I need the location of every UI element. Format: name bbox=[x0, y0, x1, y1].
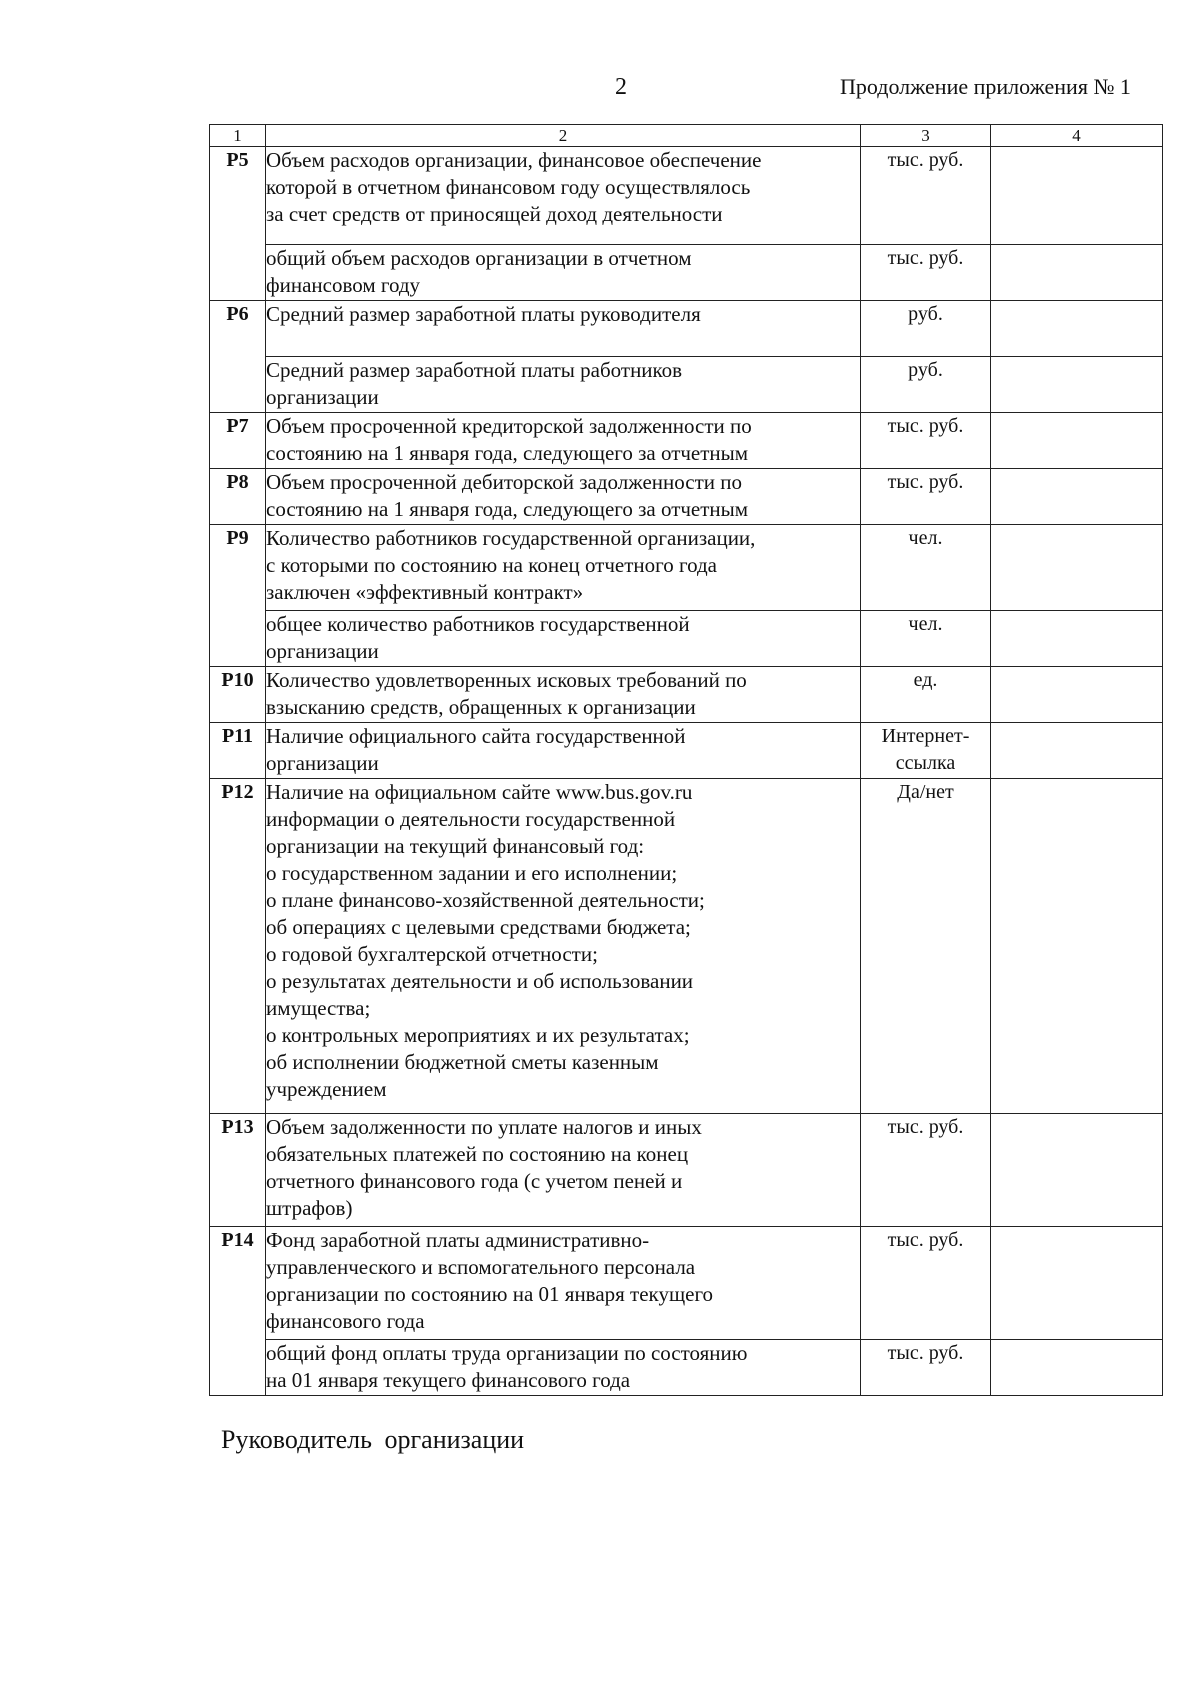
table-header-row bbox=[210, 125, 1163, 147]
table-row bbox=[210, 611, 1163, 667]
table-row bbox=[210, 723, 1163, 779]
indicator-unit: чел. bbox=[861, 525, 991, 611]
table-row bbox=[210, 667, 1163, 723]
table-row bbox=[210, 357, 1163, 413]
indicator-name: общий фонд оплаты труда организации по состоянию на 01 января текущего финансового года bbox=[266, 1340, 861, 1396]
column-header: 1 bbox=[210, 125, 266, 147]
indicators-table bbox=[209, 124, 1163, 1396]
indicator-value-cell[interactable] bbox=[991, 245, 1163, 301]
indicator-code: P11 bbox=[210, 723, 266, 779]
indicator-value-cell[interactable] bbox=[991, 723, 1163, 779]
indicator-name: общий объем расходов организации в отчетном финансовом году bbox=[266, 245, 861, 301]
indicator-unit: Интернет- ссылка bbox=[861, 723, 991, 779]
indicator-unit: ед. bbox=[861, 667, 991, 723]
indicator-unit: руб. bbox=[861, 357, 991, 413]
indicator-name: Средний размер заработной платы руководителя bbox=[266, 301, 861, 357]
indicator-unit: тыс. руб. bbox=[861, 1340, 991, 1396]
column-header: 2 bbox=[266, 125, 861, 147]
table-row bbox=[210, 301, 1163, 357]
indicator-code: P9 bbox=[210, 525, 266, 667]
indicator-code: P8 bbox=[210, 469, 266, 525]
indicator-name: Объем просроченной кредиторской задолженности по состоянию на 1 января года, следующего за отчетным bbox=[266, 413, 861, 469]
table-row bbox=[210, 1227, 1163, 1340]
indicator-unit: чел. bbox=[861, 611, 991, 667]
table-row bbox=[210, 245, 1163, 301]
indicator-unit: тыс. руб. bbox=[861, 1227, 991, 1340]
indicator-value-cell[interactable] bbox=[991, 779, 1163, 1114]
indicator-unit: тыс. руб. bbox=[861, 245, 991, 301]
indicator-value-cell[interactable] bbox=[991, 357, 1163, 413]
table-row bbox=[210, 1114, 1163, 1227]
indicator-name: Наличие на официальном сайте www.bus.gov.ru информации о деятельности государственной организации на текущий финансовый год: о государственном задании и его исполнении; о плане финансово-хозяйственной деятельности; об операциях с целевыми средствами бюджета; о годовой бухгалтерской отчетности; о результатах деятельности и об использовании имущества; о контрольных мероприятиях и их результатах; об исполнении бюджетной сметы казенным учреждением bbox=[266, 779, 861, 1114]
column-header: 3 bbox=[861, 125, 991, 147]
indicator-value-cell[interactable] bbox=[991, 301, 1163, 357]
indicator-name: Количество удовлетворенных исковых требований по взысканию средств, обращенных к организации bbox=[266, 667, 861, 723]
indicator-name: Наличие официального сайта государственной организации bbox=[266, 723, 861, 779]
indicator-value-cell[interactable] bbox=[991, 147, 1163, 245]
indicator-code: P5 bbox=[210, 147, 266, 301]
appendix-continuation-header: Продолжение приложения № 1 bbox=[840, 74, 1131, 99]
indicator-unit: тыс. руб. bbox=[861, 147, 991, 245]
indicator-unit: тыс. руб. bbox=[861, 469, 991, 525]
table-row bbox=[210, 413, 1163, 469]
indicator-name: Фонд заработной платы административно- управленческого и вспомогательного персонала организации по состоянию на 01 января текущего финансового года bbox=[266, 1227, 861, 1340]
indicator-unit: Да/нет bbox=[861, 779, 991, 1114]
indicator-value-cell[interactable] bbox=[991, 525, 1163, 611]
page-number: 2 bbox=[615, 74, 627, 100]
indicator-code: P13 bbox=[210, 1114, 266, 1227]
indicator-value-cell[interactable] bbox=[991, 611, 1163, 667]
indicator-value-cell[interactable] bbox=[991, 469, 1163, 525]
indicator-name: Объем просроченной дебиторской задолженности по состоянию на 1 января года, следующего за отчетным bbox=[266, 469, 861, 525]
indicator-code: P6 bbox=[210, 301, 266, 413]
indicator-code: P14 bbox=[210, 1227, 266, 1396]
column-header: 4 bbox=[991, 125, 1163, 147]
indicator-unit: руб. bbox=[861, 301, 991, 357]
table-row bbox=[210, 147, 1163, 245]
indicator-code: P7 bbox=[210, 413, 266, 469]
indicator-value-cell[interactable] bbox=[991, 1227, 1163, 1340]
table-row bbox=[210, 469, 1163, 525]
indicator-code: P12 bbox=[210, 779, 266, 1114]
indicator-name: Средний размер заработной платы работников организации bbox=[266, 357, 861, 413]
indicator-name: Объем расходов организации, финансовое обеспечение которой в отчетном финансовом году осуществлялось за счет средств от приносящей доход деятельности bbox=[266, 147, 861, 245]
table-row bbox=[210, 779, 1163, 1114]
indicator-value-cell[interactable] bbox=[991, 667, 1163, 723]
indicator-value-cell[interactable] bbox=[991, 1114, 1163, 1227]
indicator-unit: тыс. руб. bbox=[861, 1114, 991, 1227]
indicator-value-cell[interactable] bbox=[991, 413, 1163, 469]
indicator-value-cell[interactable] bbox=[991, 1340, 1163, 1396]
indicator-name: общее количество работников государственной организации bbox=[266, 611, 861, 667]
indicator-name: Объем задолженности по уплате налогов и иных обязательных платежей по состоянию на конец отчетного финансового года (с учетом пеней и штрафов) bbox=[266, 1114, 861, 1227]
signature-label: Руководитель организации bbox=[221, 1425, 525, 1454]
indicator-name: Количество работников государственной организации, с которыми по состоянию на конец отчетного года заключен «эффективный контракт» bbox=[266, 525, 861, 611]
table-row bbox=[210, 1340, 1163, 1396]
table-row bbox=[210, 525, 1163, 611]
indicator-unit: тыс. руб. bbox=[861, 413, 991, 469]
indicator-code: P10 bbox=[210, 667, 266, 723]
